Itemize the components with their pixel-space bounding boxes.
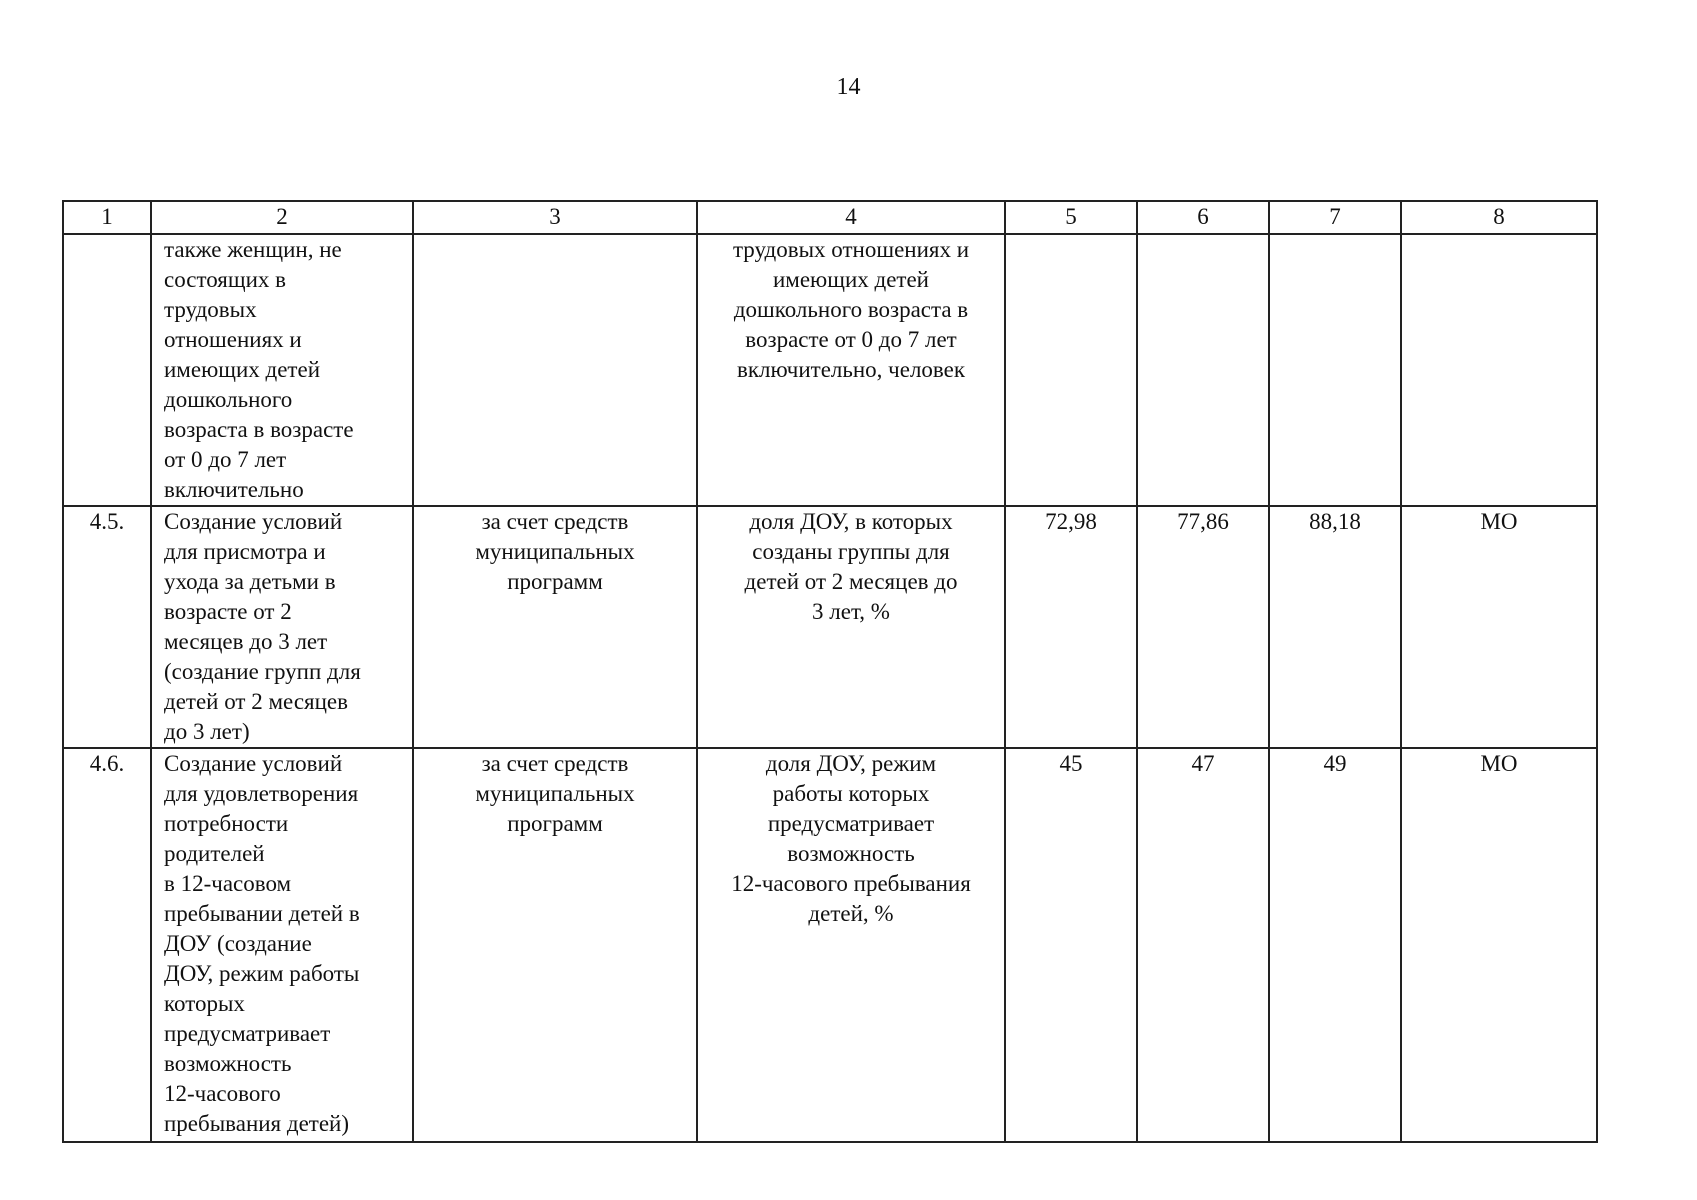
row-number: 4.6. xyxy=(63,748,151,1142)
activity-name: также женщин, не состоящих в трудовых отношениях и имеющих детей дошкольного возраста в возрасте от 0 до 7 лет включительно xyxy=(151,234,413,506)
col-header-3: 3 xyxy=(413,201,697,234)
col-header-2: 2 xyxy=(151,201,413,234)
funding-source: за счет средств муниципальных программ xyxy=(413,748,697,1142)
value-col-6: 77,86 xyxy=(1137,506,1269,748)
funding-source: за счет средств муниципальных программ xyxy=(413,506,697,748)
value-col-5: 45 xyxy=(1005,748,1137,1142)
row-number: 4.5. xyxy=(63,506,151,748)
col-header-5: 5 xyxy=(1005,201,1137,234)
executor xyxy=(1401,234,1597,506)
col-header-1: 1 xyxy=(63,201,151,234)
page-number: 14 xyxy=(836,74,861,100)
col-header-6: 6 xyxy=(1137,201,1269,234)
indicator: доля ДОУ, в которых созданы группы для детей от 2 месяцев до 3 лет, % xyxy=(697,506,1005,748)
activity-name: Создание условий для присмотра и ухода за детьми в возрасте от 2 месяцев до 3 лет (создание групп для детей от 2 месяцев до 3 лет) xyxy=(151,506,413,748)
col-header-4: 4 xyxy=(697,201,1005,234)
value-col-5: 72,98 xyxy=(1005,506,1137,748)
value-col-6: 47 xyxy=(1137,748,1269,1142)
table-row xyxy=(63,748,1597,1142)
executor: МО xyxy=(1401,748,1597,1142)
value-col-5 xyxy=(1005,234,1137,506)
value-col-7: 49 xyxy=(1269,748,1401,1142)
header-row xyxy=(63,201,1597,234)
funding-source xyxy=(413,234,697,506)
table-row xyxy=(63,234,1597,506)
program-table xyxy=(62,200,1598,1143)
value-col-6 xyxy=(1137,234,1269,506)
col-header-8: 8 xyxy=(1401,201,1597,234)
col-header-7: 7 xyxy=(1269,201,1401,234)
indicator: доля ДОУ, режим работы которых предусматривает возможность 12-часового пребывания детей, % xyxy=(697,748,1005,1142)
value-col-7 xyxy=(1269,234,1401,506)
activity-name: Создание условий для удовлетворения потребности родителей в 12-часовом пребывании детей в ДОУ (создание ДОУ, режим работы которых предусматривает возможность 12-часового пребывания детей) xyxy=(151,748,413,1142)
executor: МО xyxy=(1401,506,1597,748)
value-col-7: 88,18 xyxy=(1269,506,1401,748)
row-number xyxy=(63,234,151,506)
table-row xyxy=(63,506,1597,748)
indicator: трудовых отношениях и имеющих детей дошкольного возраста в возрасте от 0 до 7 лет включительно, человек xyxy=(697,234,1005,506)
